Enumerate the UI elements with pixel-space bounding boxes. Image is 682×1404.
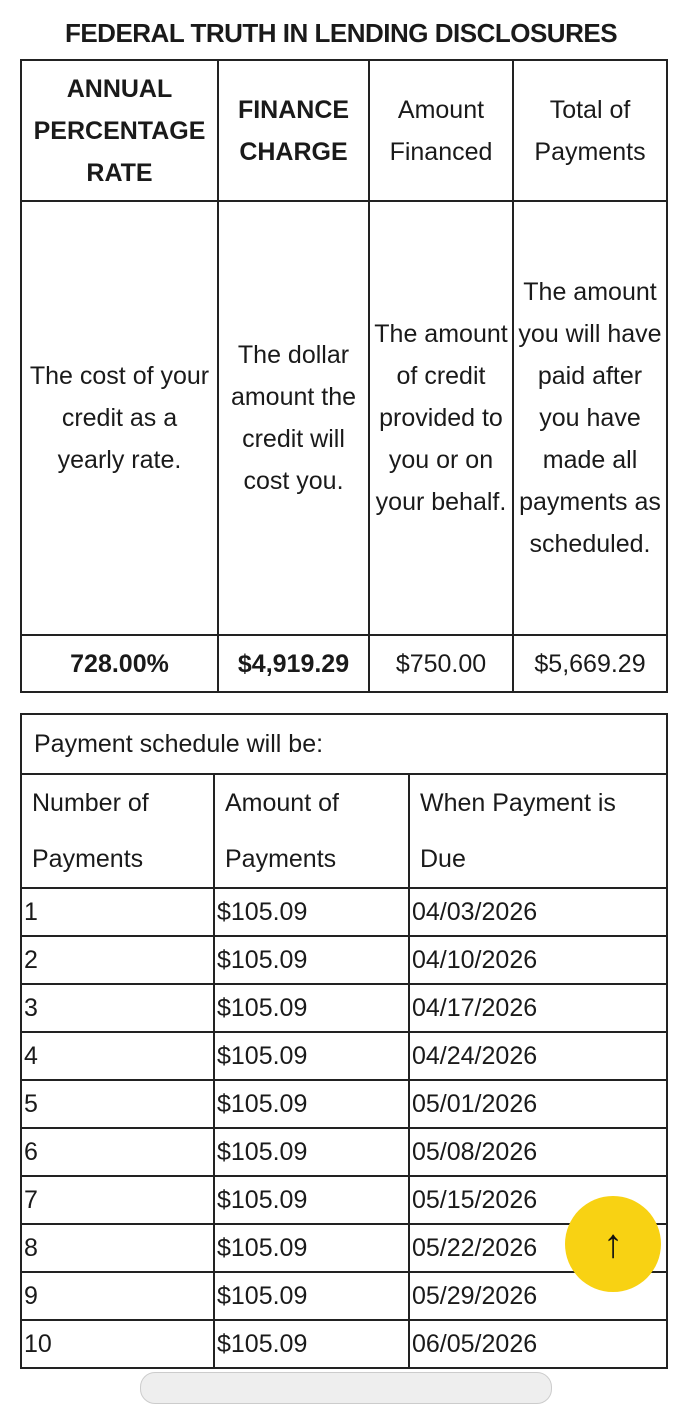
- header-number: Number of Payments: [21, 774, 214, 888]
- header-amount-financed: Amount Financed: [369, 60, 513, 201]
- payment-due-date: 05/01/2026: [409, 1080, 667, 1128]
- payment-due-date: 05/15/2026: [409, 1176, 667, 1224]
- payment-number: 7: [21, 1176, 214, 1224]
- table-row: [21, 1032, 667, 1080]
- schedule-caption: Payment schedule will be:: [21, 714, 667, 774]
- value-amount-financed: $750.00: [369, 635, 513, 692]
- payment-number: 10: [21, 1320, 214, 1368]
- browser-address-pill[interactable]: [140, 1372, 552, 1404]
- payment-due-date: 04/03/2026: [409, 888, 667, 936]
- payment-number: 1: [21, 888, 214, 936]
- disclosure-table: [20, 59, 668, 693]
- header-finance-charge: FINANCE CHARGE: [218, 60, 369, 201]
- payment-amount: $105.09: [214, 888, 409, 936]
- payment-amount: $105.09: [214, 1032, 409, 1080]
- table-row: [21, 984, 667, 1032]
- header-apr: ANNUAL PERCENTAGE RATE: [21, 60, 218, 201]
- payment-number: 3: [21, 984, 214, 1032]
- page-title: FEDERAL TRUTH IN LENDING DISCLOSURES: [64, 18, 618, 48]
- value-apr: 728.00%: [21, 635, 218, 692]
- header-amount: Amount of Payments: [214, 774, 409, 888]
- payment-number: 9: [21, 1272, 214, 1320]
- desc-finance-charge: The dollar amount the credit will cost you.: [218, 201, 369, 635]
- table-row: [21, 1128, 667, 1176]
- scroll-to-top-button[interactable]: [565, 1196, 661, 1292]
- payment-number: 8: [21, 1224, 214, 1272]
- desc-apr: The cost of your credit as a yearly rate.: [21, 201, 218, 635]
- payment-due-date: 04/10/2026: [409, 936, 667, 984]
- desc-total-payments: The amount you will have paid after you have made all payments as scheduled.: [513, 201, 667, 635]
- table-row: [21, 1080, 667, 1128]
- payment-due-date: 05/29/2026: [409, 1272, 667, 1320]
- payment-amount: $105.09: [214, 1224, 409, 1272]
- payment-due-date: 04/17/2026: [409, 984, 667, 1032]
- value-finance-charge: $4,919.29: [218, 635, 369, 692]
- table-row: [21, 1272, 667, 1320]
- table-row: [21, 888, 667, 936]
- payment-number: 6: [21, 1128, 214, 1176]
- payment-amount: $105.09: [214, 1320, 409, 1368]
- payment-amount: $105.09: [214, 1080, 409, 1128]
- header-due: When Payment is Due: [409, 774, 667, 888]
- value-total-payments: $5,669.29: [513, 635, 667, 692]
- arrow-up-icon: ↑: [603, 1221, 623, 1266]
- payment-amount: $105.09: [214, 1176, 409, 1224]
- header-total-payments: Total of Payments: [513, 60, 667, 201]
- table-row: [21, 936, 667, 984]
- payment-due-date: 04/24/2026: [409, 1032, 667, 1080]
- payment-amount: $105.09: [214, 984, 409, 1032]
- payment-amount: $105.09: [214, 1128, 409, 1176]
- payment-number: 2: [21, 936, 214, 984]
- payment-amount: $105.09: [214, 936, 409, 984]
- table-row: [21, 1176, 667, 1224]
- payment-amount: $105.09: [214, 1272, 409, 1320]
- payment-number: 5: [21, 1080, 214, 1128]
- desc-amount-financed: The amount of credit provided to you or on your behalf.: [369, 201, 513, 635]
- payment-due-date: 06/05/2026: [409, 1320, 667, 1368]
- payment-number: 4: [21, 1032, 214, 1080]
- table-row: [21, 1320, 667, 1368]
- payment-due-date: 05/22/2026: [409, 1224, 667, 1272]
- payment-schedule-table: [20, 713, 668, 1369]
- payment-due-date: 05/08/2026: [409, 1128, 667, 1176]
